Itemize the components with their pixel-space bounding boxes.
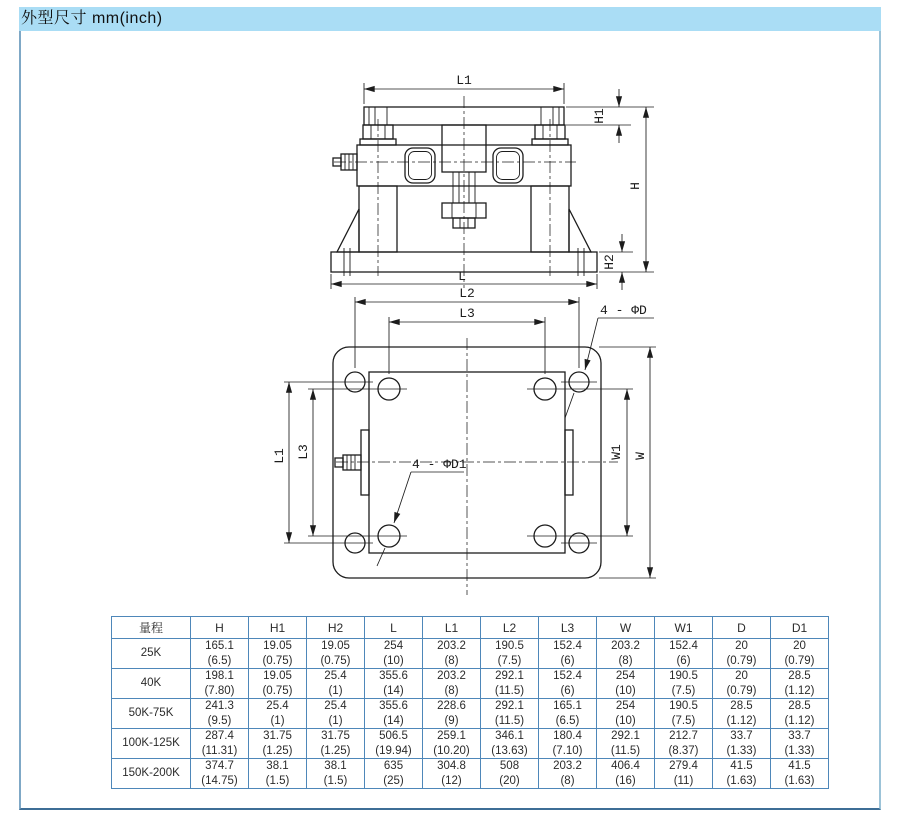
dimension-cell: 355.6 (14)	[365, 699, 423, 729]
callout-inner-holes	[377, 457, 467, 566]
capacity-range-cell: 40K	[112, 669, 191, 699]
header-row	[112, 617, 829, 639]
dimension-cell: 38.1 (1.5)	[249, 759, 307, 789]
dimension-cell: 180.4 (7.10)	[539, 729, 597, 759]
column-header: 量程	[112, 617, 191, 639]
dimension-cell: 31.75 (1.25)	[307, 729, 365, 759]
dimension-cell: 287.4 (11.31)	[191, 729, 249, 759]
dimension-cell: 355.6 (14)	[365, 669, 423, 699]
dimension-cell: 374.7 (14.75)	[191, 759, 249, 789]
dimension-cell: 198.1 (7.80)	[191, 669, 249, 699]
dim-label-plan-W: W	[633, 452, 648, 460]
capacity-range-cell: 100K-125K	[112, 729, 191, 759]
dimension-cell: 203.2 (8)	[423, 669, 481, 699]
dim-label-plan-W1: W1	[609, 444, 624, 460]
dimension-cell: 508 (20)	[481, 759, 539, 789]
column-header: W	[597, 617, 655, 639]
dimension-cell: 292.1 (11.5)	[481, 699, 539, 729]
table-row	[112, 669, 829, 699]
dimension-cell: 506.5 (19.94)	[365, 729, 423, 759]
dimension-cell: 212.7 (8.37)	[655, 729, 713, 759]
dimension-cell: 259.1 (10.20)	[423, 729, 481, 759]
column-header: L3	[539, 617, 597, 639]
callout-label-inner-holes: 4 - ΦD1	[412, 457, 467, 472]
dimension-cell: 33.7 (1.33)	[771, 729, 829, 759]
dimension-cell: 152.4 (6)	[655, 639, 713, 669]
dim-plan-W	[599, 347, 656, 578]
dimension-cell: 152.4 (6)	[539, 669, 597, 699]
dimension-cell: 25.4 (1)	[307, 669, 365, 699]
dim-plan-L1-left	[272, 382, 289, 543]
dimension-cell: 304.8 (12)	[423, 759, 481, 789]
capacity-range-cell: 50K-75K	[112, 699, 191, 729]
column-header: H2	[307, 617, 365, 639]
dim-label-plan-L1-left: L1	[272, 448, 287, 464]
dimension-cell: 41.5 (1.63)	[713, 759, 771, 789]
capacity-range-cell: 25K	[112, 639, 191, 669]
dimension-cell: 33.7 (1.33)	[713, 729, 771, 759]
dimension-cell: 254 (10)	[365, 639, 423, 669]
dimension-cell: 28.5 (1.12)	[771, 699, 829, 729]
table-row	[112, 759, 829, 789]
dimension-cell: 19.05 (0.75)	[249, 639, 307, 669]
side-view	[331, 73, 654, 290]
dimension-cell: 19.05 (0.75)	[249, 669, 307, 699]
dimension-cell: 20 (0.79)	[713, 669, 771, 699]
dimension-cell: 25.4 (1)	[307, 699, 365, 729]
dim-label-side-H2: H2	[602, 254, 617, 270]
dimensions-table-body	[112, 639, 829, 789]
dimension-cell: 28.5 (1.12)	[713, 699, 771, 729]
dim-side-H2	[599, 234, 633, 290]
table-row	[112, 699, 829, 729]
dimension-cell: 279.4 (11)	[655, 759, 713, 789]
dim-label-side-L1: L1	[456, 73, 472, 88]
dim-label-plan-L3-left: L3	[296, 444, 311, 460]
table-row	[112, 639, 829, 669]
dimension-cell: 635 (25)	[365, 759, 423, 789]
dim-side-H	[599, 107, 654, 272]
plan-view	[272, 286, 656, 595]
dimension-cell: 190.5 (7.5)	[655, 699, 713, 729]
dim-label-side-L: L	[458, 269, 466, 284]
dimension-cell: 25.4 (1)	[249, 699, 307, 729]
column-header: L1	[423, 617, 481, 639]
capacity-range-cell: 150K-200K	[112, 759, 191, 789]
dimension-cell: 406.4 (16)	[597, 759, 655, 789]
column-header: H	[191, 617, 249, 639]
dimension-cell: 31.75 (1.25)	[249, 729, 307, 759]
plan-view-centerlines	[336, 338, 618, 595]
dimension-cell: 28.5 (1.12)	[771, 669, 829, 699]
column-header: H1	[249, 617, 307, 639]
dim-label-plan-L2: L2	[459, 286, 475, 301]
dimension-cell: 254 (10)	[597, 699, 655, 729]
dimension-cell: 38.1 (1.5)	[307, 759, 365, 789]
dimensions-table-head	[112, 617, 829, 639]
column-header: L2	[481, 617, 539, 639]
table-row	[112, 729, 829, 759]
dimension-cell: 20 (0.79)	[771, 639, 829, 669]
outer-bolt-holes	[345, 372, 589, 553]
page-title: 外型尺寸 mm(inch)	[21, 10, 163, 27]
callout-outer-holes	[565, 303, 654, 418]
column-header: W1	[655, 617, 713, 639]
dimension-cell: 203.2 (8)	[597, 639, 655, 669]
dim-plan-W1	[609, 389, 627, 536]
dimension-cell: 19.05 (0.75)	[307, 639, 365, 669]
dimension-cell: 254 (10)	[597, 669, 655, 699]
dimension-cell: 20 (0.79)	[713, 639, 771, 669]
column-header: D1	[771, 617, 829, 639]
cable-connector-plan	[335, 455, 361, 470]
dim-side-H1	[566, 89, 654, 143]
dimension-cell: 228.6 (9)	[423, 699, 481, 729]
dim-label-side-H: H	[628, 182, 643, 190]
dimension-cell: 346.1 (13.63)	[481, 729, 539, 759]
top-plate-plan	[369, 372, 565, 553]
dimension-cell: 241.3 (9.5)	[191, 699, 249, 729]
dimension-cell: 41.5 (1.63)	[771, 759, 829, 789]
dimensions-table	[111, 616, 829, 789]
column-header: L	[365, 617, 423, 639]
dimension-cell: 203.2 (8)	[539, 759, 597, 789]
dimension-cell: 292.1 (11.5)	[597, 729, 655, 759]
dimension-cell: 292.1 (11.5)	[481, 669, 539, 699]
page-title-bar	[19, 7, 881, 31]
column-header: D	[713, 617, 771, 639]
dimension-cell: 165.1 (6.5)	[191, 639, 249, 669]
dimension-cell: 190.5 (7.5)	[481, 639, 539, 669]
dim-label-side-H1: H1	[592, 108, 607, 124]
dimension-cell: 152.4 (6)	[539, 639, 597, 669]
callout-label-outer-holes: 4 - ΦD	[600, 303, 647, 318]
dimension-cell: 203.2 (8)	[423, 639, 481, 669]
dim-label-plan-L3-top: L3	[459, 306, 475, 321]
dimension-cell: 190.5 (7.5)	[655, 669, 713, 699]
dimension-cell: 165.1 (6.5)	[539, 699, 597, 729]
dim-plan-L3-left	[296, 389, 313, 536]
